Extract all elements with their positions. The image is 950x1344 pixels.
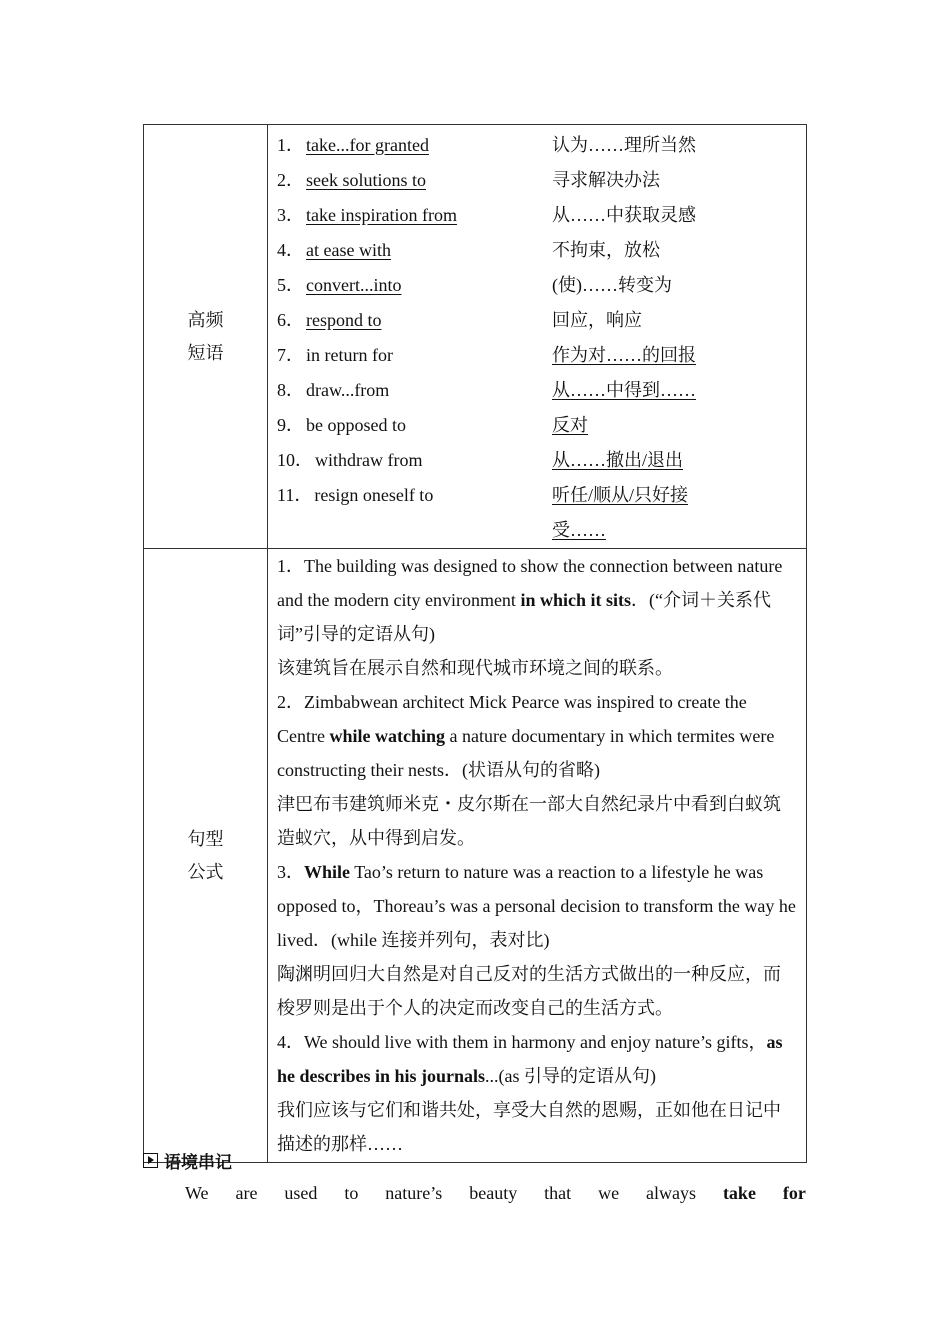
phrase-zh bbox=[552, 236, 798, 262]
phrase-num: 11． bbox=[277, 484, 313, 505]
phrase-zh-text: 受…… bbox=[552, 519, 606, 540]
pattern-key-phrase: in which it sits bbox=[520, 590, 631, 610]
phrase-en-text: draw...from bbox=[306, 379, 390, 400]
context-word: that bbox=[544, 1183, 572, 1203]
phrase-en bbox=[277, 306, 552, 332]
context-word: nature’s bbox=[385, 1183, 443, 1203]
phrase-row bbox=[277, 231, 798, 266]
phrase-en bbox=[277, 411, 552, 437]
phrase-en bbox=[277, 271, 552, 297]
context-word: to bbox=[344, 1183, 359, 1203]
phrase-row bbox=[277, 336, 798, 371]
phrase-row bbox=[277, 196, 798, 231]
pattern-text: 4．We should live with them in harmony and enjoy nature’s gifts， bbox=[277, 1032, 767, 1052]
pattern-text: ．(“介词＋关系代词”引导的定语从句) bbox=[277, 590, 771, 644]
pattern-en bbox=[277, 855, 798, 957]
phrase-zh-text: 从……中获取灵感 bbox=[552, 204, 696, 225]
phrase-zh-text: 认为……理所当然 bbox=[552, 134, 696, 155]
phrase-en-text: respond to bbox=[306, 309, 382, 330]
phrase-row bbox=[277, 161, 798, 196]
context-word: are bbox=[235, 1183, 258, 1203]
phrase-row bbox=[277, 301, 798, 336]
label-line: 公式 bbox=[187, 861, 224, 882]
phrases-label bbox=[144, 125, 268, 549]
phrase-en bbox=[277, 341, 552, 367]
phrase-en-text: convert...into bbox=[306, 274, 402, 295]
phrase-row bbox=[277, 476, 798, 511]
section-header bbox=[143, 1149, 232, 1171]
phrase-zh-text: 作为对……的回报 bbox=[552, 344, 696, 365]
phrase-zh-text: 听任/顺从/只好接 bbox=[552, 484, 689, 505]
phrase-num: 5． bbox=[277, 274, 304, 295]
context-word: always bbox=[646, 1183, 696, 1203]
phrase-en-text: in return for bbox=[306, 344, 393, 365]
vocab-table bbox=[143, 124, 807, 1163]
phrase-zh bbox=[552, 341, 798, 367]
pattern-en bbox=[277, 549, 798, 651]
phrase-row bbox=[277, 266, 798, 301]
phrase-en bbox=[277, 236, 552, 262]
phrase-row bbox=[277, 511, 798, 546]
pattern-zh: 我们应该与它们和谐共处，享受大自然的恩赐，正如他在日记中描述的那样…… bbox=[277, 1100, 781, 1154]
phrase-row bbox=[277, 406, 798, 441]
phrase-num: 4． bbox=[277, 239, 304, 260]
phrase-zh-text: 反对 bbox=[552, 414, 588, 435]
phrase-en bbox=[277, 481, 552, 507]
phrase-num: 8． bbox=[277, 379, 304, 400]
phrase-en bbox=[277, 131, 552, 157]
pattern-key-phrase: While bbox=[304, 862, 351, 882]
patterns-list bbox=[268, 549, 807, 1163]
phrase-num: 6． bbox=[277, 309, 304, 330]
pattern-zh: 津巴布韦建筑师米克・皮尔斯在一部大自然纪录片中看到白蚁筑造蚁穴，从中得到启发。 bbox=[277, 794, 781, 848]
phrase-row bbox=[277, 126, 798, 161]
label-line: 句型 bbox=[187, 828, 224, 849]
phrase-en-text: resign oneself to bbox=[314, 484, 434, 505]
pattern-text: 3． bbox=[277, 862, 304, 882]
phrase-zh bbox=[552, 306, 798, 332]
phrase-en-text: take...for granted bbox=[306, 134, 429, 155]
phrase-num: 7． bbox=[277, 344, 304, 365]
pattern-zh: 该建筑旨在展示自然和现代城市环境之间的联系。 bbox=[277, 658, 673, 678]
phrases-list bbox=[268, 125, 807, 549]
phrase-zh bbox=[552, 516, 798, 542]
phrase-num: 3． bbox=[277, 204, 304, 225]
phrase-zh bbox=[552, 376, 798, 402]
pattern-zh: 陶渊明回归大自然是对自己反对的生活方式做出的一种反应，而梭罗则是出于个人的决定而改变自己的生活方式。 bbox=[277, 964, 781, 1018]
phrase-zh-text: 不拘束，放松 bbox=[552, 239, 660, 260]
phrase-zh-text: 从……撤出/退出 bbox=[552, 449, 684, 470]
phrase-zh bbox=[552, 201, 798, 227]
pattern-text: ...(as 引导的定语从句) bbox=[485, 1066, 657, 1086]
play-box-icon bbox=[143, 1153, 158, 1168]
phrase-num: 10． bbox=[277, 449, 313, 470]
phrase-en-text: withdraw from bbox=[315, 449, 423, 470]
phrase-zh bbox=[552, 131, 798, 157]
phrase-en-text: be opposed to bbox=[306, 414, 406, 435]
phrase-zh-text: 回应，响应 bbox=[552, 309, 642, 330]
pattern-en bbox=[277, 685, 798, 787]
phrase-num: 2． bbox=[277, 169, 304, 190]
context-word: used bbox=[284, 1183, 318, 1203]
phrase-en bbox=[277, 201, 552, 227]
phrase-row bbox=[277, 441, 798, 476]
pattern-text: a nature documentary in which termites were constructing their nests．(状语从句的省略) bbox=[277, 726, 775, 780]
phrase-en bbox=[277, 446, 552, 472]
context-sentence bbox=[185, 1178, 806, 1208]
context-word: we bbox=[598, 1183, 620, 1203]
label-line: 高频 bbox=[187, 309, 224, 330]
phrase-zh-text: 寻求解决办法 bbox=[552, 169, 660, 190]
pattern-text: 1．The building was designed to show the connection between nature and the modern city environment bbox=[277, 556, 783, 610]
patterns-label bbox=[144, 549, 268, 1163]
pattern-key-phrase: as he describes in his journals bbox=[277, 1032, 783, 1086]
phrase-en-text: take inspiration from bbox=[306, 204, 457, 225]
section-title: 语境串记 bbox=[164, 1152, 232, 1173]
phrase-num: 9． bbox=[277, 414, 304, 435]
pattern-en bbox=[277, 1025, 798, 1093]
phrase-row bbox=[277, 371, 798, 406]
context-word: beauty bbox=[469, 1183, 518, 1203]
phrase-en bbox=[277, 376, 552, 402]
phrase-zh bbox=[552, 166, 798, 192]
context-word: We bbox=[185, 1183, 209, 1203]
phrase-en-text: seek solutions to bbox=[306, 169, 426, 190]
phrase-zh bbox=[552, 411, 798, 437]
label-line: 短语 bbox=[187, 342, 224, 363]
patterns-row bbox=[144, 549, 807, 1163]
context-key-word: take bbox=[722, 1183, 756, 1203]
pattern-text: Tao’s return to nature was a reaction to a lifestyle he was opposed to，Thoreau’s was a personal decision to transform the way he lived．(while 连接并列句，表对比) bbox=[277, 862, 796, 950]
phrase-zh-text: 从……中得到…… bbox=[552, 379, 696, 400]
pattern-text: 2．Zimbabwean architect Mick Pearce was inspired to create the Centre bbox=[277, 692, 747, 746]
phrase-zh bbox=[552, 446, 798, 472]
phrases-row bbox=[144, 125, 807, 549]
context-key-word: for bbox=[782, 1183, 806, 1203]
phrase-en bbox=[277, 166, 552, 192]
phrase-zh-text: (使)……转变为 bbox=[552, 274, 672, 295]
phrase-en-text: at ease with bbox=[306, 239, 391, 260]
phrase-zh bbox=[552, 481, 798, 507]
phrase-num: 1． bbox=[277, 134, 304, 155]
pattern-key-phrase: while watching bbox=[329, 726, 445, 746]
phrase-zh bbox=[552, 271, 798, 297]
